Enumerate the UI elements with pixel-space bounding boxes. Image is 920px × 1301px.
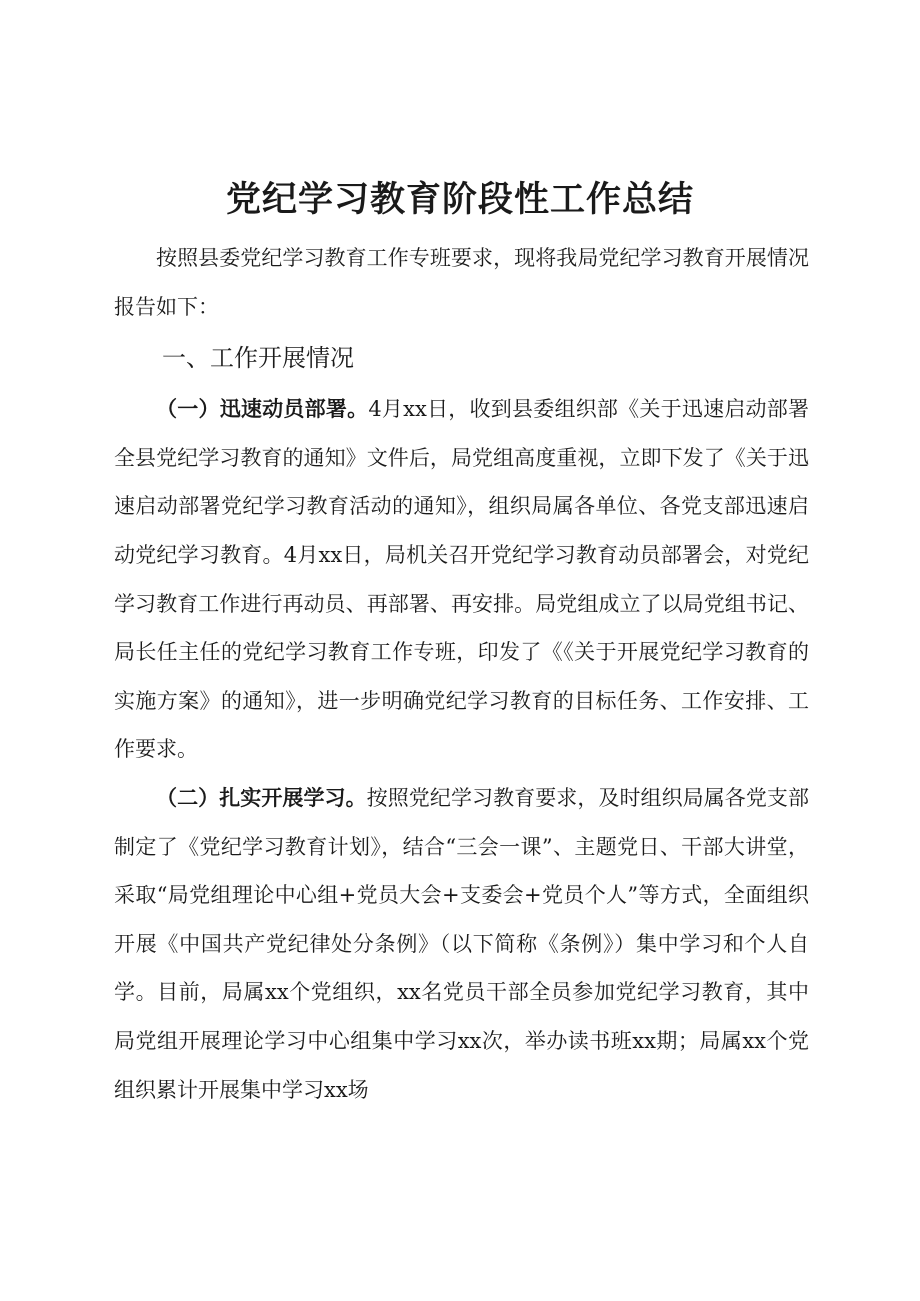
paragraph-text: 按照党纪学习教育要求，及时组织局属各党支部制定了《党纪学习教育计划》，结合“三会一课”、主题党日、干部大讲堂，采取“局党组理论中心组+党员大会+支委会+党员个人”等方式，全面组织开展《中国共产党纪律处分条例》（以下简称《条例》）集中学习和个人自学。目前，局属xx个党组织，xx名党员干部全员参加党纪学习教育，其中局党组开展理论学习中心组集中学习xx次，举办读书班xx期；局属xx个党组织累计开展集中学习xx场 xyxy=(114,785,810,1102)
paragraph-lead: （一）迅速动员部署。 xyxy=(156,396,369,422)
paragraph-mobilization xyxy=(114,385,809,774)
section-heading: 一、工作开展情况 xyxy=(162,344,354,373)
document-title: 党纪学习教育阶段性工作总结 xyxy=(225,180,694,220)
intro-paragraph: 按照县委党纪学习教育工作专班要求，现将我局党纪学习教育开展情况报告如下： xyxy=(114,246,809,319)
document-body xyxy=(114,234,809,1114)
paragraph-text: 4月xx日，收到县委组织部《关于迅速启动部署全县党纪学习教育的通知》文件后，局党组高度重视，立即下发了《关于迅速启动部署党纪学习教育活动的通知》，组织局属各单位、各党支部迅速启动党纪学习教育。4月xx日，局机关召开党纪学习教育动员部署会，对党纪学习教育工作进行再动员、再部署、再安排。局党组成立了以局党组书记、局长任主任的党纪学习教育工作专班，印发了《《关于开展党纪学习教育的实施方案》的通知》，进一步明确党纪学习教育的目标任务、工作安排、工作要求。 xyxy=(114,397,810,762)
paragraph-lead: （二）扎实开展学习。 xyxy=(156,784,367,810)
paragraph-study xyxy=(114,774,809,1114)
